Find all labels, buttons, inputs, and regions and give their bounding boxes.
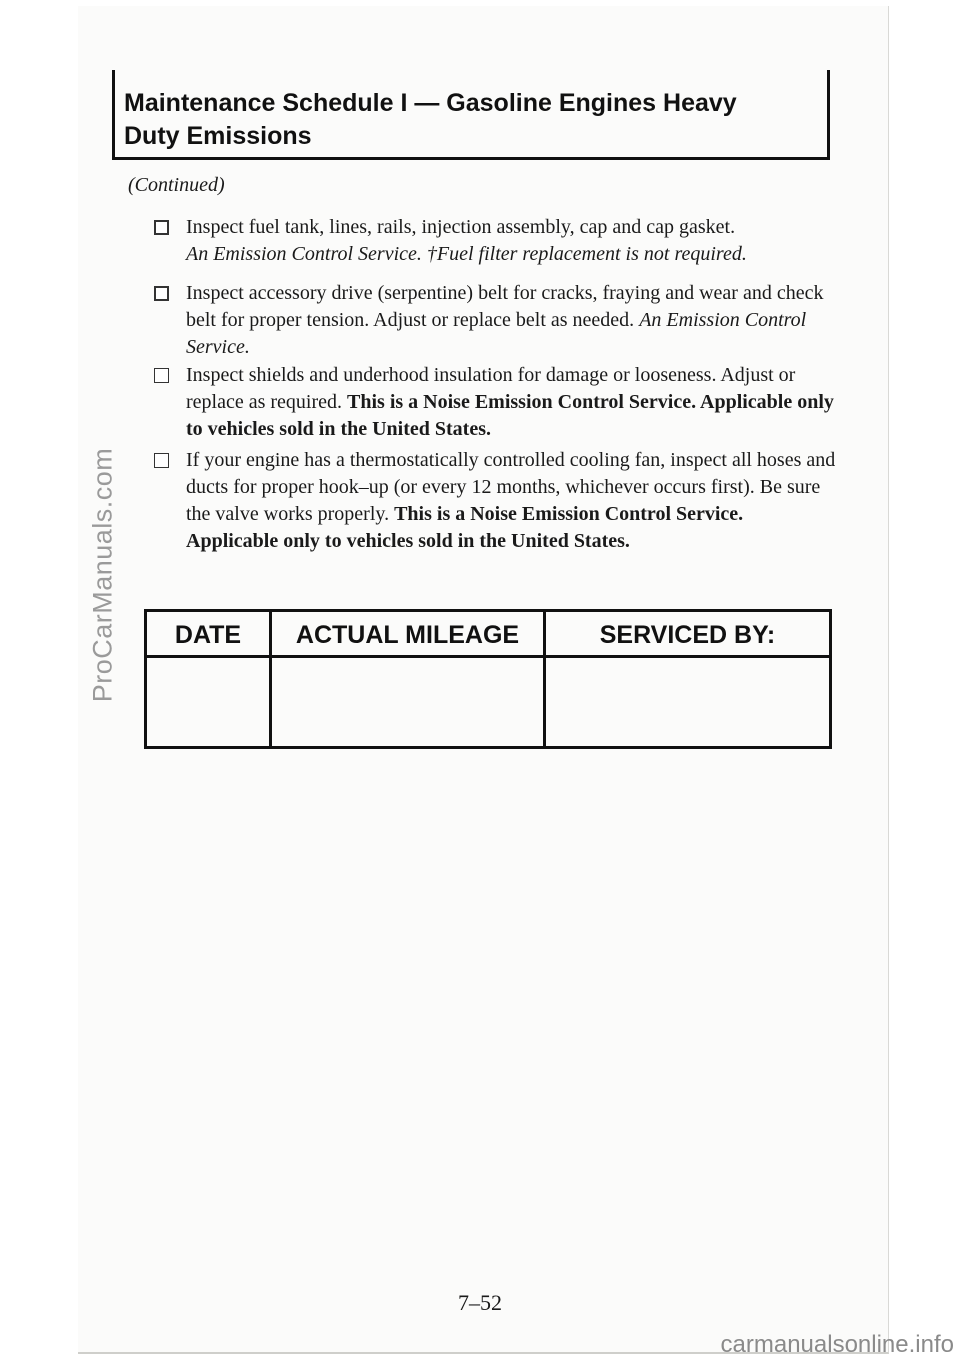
- item-text: Inspect shields and underhood insulation for damage or looseness. Adjust or replace as required.: [186, 364, 796, 413]
- service-log-header-row: [147, 612, 829, 658]
- service-log-table: [144, 609, 832, 749]
- section-title-line-2: Duty Emissions: [124, 122, 312, 150]
- item-note: An Emission Control Service.: [186, 309, 807, 358]
- checklist-item-cooling-fan: [186, 447, 836, 555]
- continued-label: (Continued): [128, 174, 225, 196]
- item-text: Inspect fuel tank, lines, rails, injection assembly, cap and cap gasket.: [186, 216, 736, 238]
- bottom-watermark: carmanualsonline.info: [720, 1331, 954, 1358]
- item-note: This is a Noise Emission Control Service. Applicable only to vehicles sold in the United States.: [186, 503, 744, 552]
- checkbox[interactable]: [154, 368, 169, 383]
- section-title-box: [112, 70, 830, 160]
- checklist-item-shields: [186, 362, 836, 443]
- item-note: This is a Noise Emission Control Service. Applicable only to vehicles sold in the United States.: [186, 391, 834, 440]
- column-divider: [543, 612, 546, 746]
- date-column-header: DATE: [174, 621, 242, 649]
- section-title-line-1: Maintenance Schedule I — Gasoline Engines Heavy: [124, 89, 737, 117]
- item-note: An Emission Control Service. †Fuel filter replacement is not required.: [186, 243, 747, 265]
- item-text: If your engine has a thermostatically controlled cooling fan, inspect all hoses and ducts for proper hook–up (or every 12 months, whichever occurs first). Be sure the valve works properly.: [186, 449, 836, 525]
- serviced-by-column-header: SERVICED BY:: [599, 621, 776, 649]
- item-text: Inspect accessory drive (serpentine) belt for cracks, fraying and wear and check belt for proper tension. Adjust or replace belt as needed.: [186, 282, 824, 331]
- mileage-column-header: ACTUAL MILEAGE: [295, 621, 520, 649]
- side-watermark: ProCarManuals.com: [87, 447, 118, 703]
- checkbox[interactable]: [154, 453, 169, 468]
- checkbox[interactable]: [154, 286, 169, 301]
- checklist-item-fuel-system: [186, 214, 836, 268]
- column-divider: [269, 612, 272, 746]
- checkbox[interactable]: [154, 220, 169, 235]
- checklist-item-drive-belt: [186, 280, 836, 361]
- page-number: 7–52: [458, 1290, 502, 1315]
